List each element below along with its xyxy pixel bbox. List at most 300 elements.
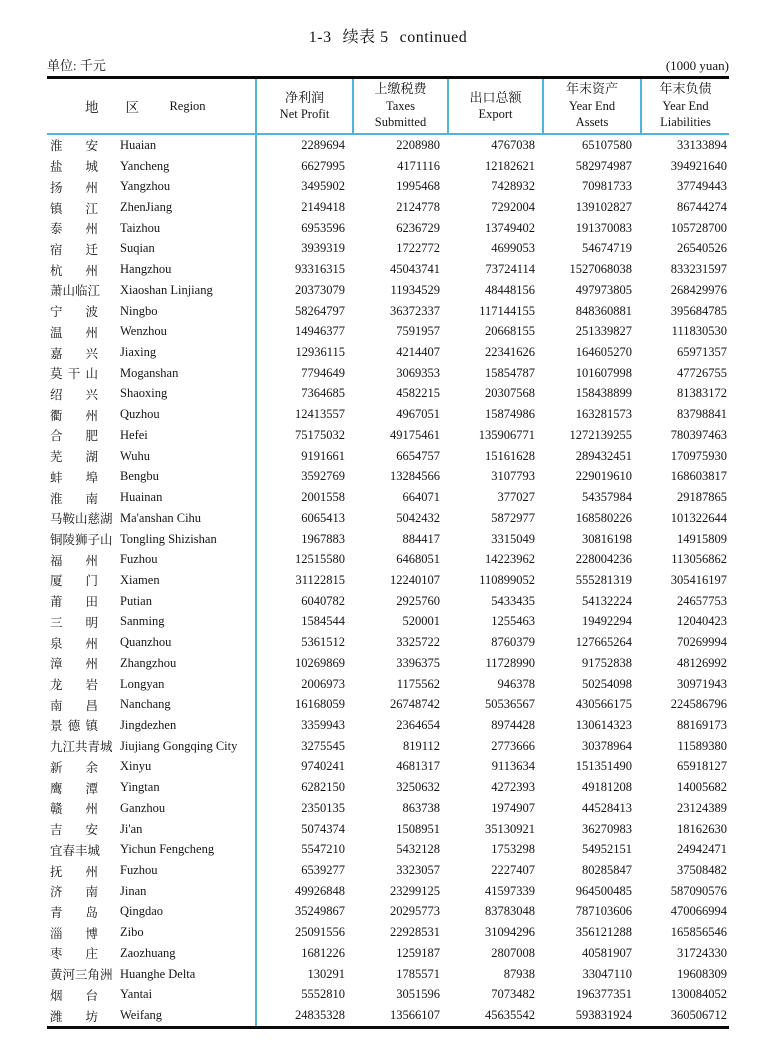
region-cn: 合肥 [50,429,98,444]
region-cn: 淄博 [50,926,98,941]
value-cell: 93316315 [295,262,345,277]
region-cn: 蚌埠 [50,470,98,485]
region-cn: 淮安 [50,139,98,154]
value-cell: 22928531 [390,925,440,940]
region-en: Bengbu [120,469,159,484]
header-region-en: Region [169,98,206,113]
value-cell: 127665264 [575,635,632,650]
region-cn: 绍兴 [50,387,98,402]
value-cell: 5547210 [301,842,345,857]
value-cell: 37508482 [677,863,727,878]
region-cn: 烟台 [50,988,98,1003]
value-cell: 14223962 [485,552,535,567]
unit-row [47,55,729,74]
region-en: Nanchang [120,697,171,712]
value-cell: 3359943 [301,717,345,732]
value-cell: 884417 [402,531,440,546]
value-cell: 4272393 [491,780,535,795]
table-row [47,176,729,197]
value-cell: 20307568 [485,386,535,401]
table-row [47,839,729,860]
value-cell: 587090576 [670,883,727,898]
value-cell: 33047110 [582,966,632,981]
value-cell: 6236729 [396,220,440,235]
region-en: Ganzhou [120,800,166,815]
region-en: Yingtan [120,780,160,795]
value-cell: 787103606 [575,904,632,919]
value-cell: 4214407 [396,345,440,360]
value-cell: 12182621 [485,158,535,173]
region-en: Xiamen [120,572,160,587]
value-cell: 14005682 [677,780,727,795]
value-cell: 113056862 [671,552,727,567]
value-cell: 9191661 [301,448,345,463]
table-row [47,674,729,695]
value-cell: 7428932 [491,179,535,194]
value-cell: 80285847 [582,863,632,878]
region-cn: 盐城 [50,160,98,175]
value-cell: 224586796 [670,697,727,712]
value-cell: 5042432 [396,510,440,525]
value-cell: 582974987 [575,158,632,173]
value-cell: 268429976 [670,282,727,297]
value-cell: 101322644 [670,510,727,525]
value-cell: 2350135 [301,800,345,815]
region-cn: 景德镇 [50,719,98,734]
table-row [47,342,729,363]
region-en: Ningbo [120,303,158,318]
value-cell: 3939319 [301,241,345,256]
value-cell: 3323057 [396,863,440,878]
value-cell: 24835328 [295,1008,345,1023]
value-cell: 13284566 [390,469,440,484]
value-cell: 593831924 [575,1008,632,1023]
region-en: Tongling Shizishan [120,531,217,546]
value-cell: 3107793 [491,469,535,484]
unit-label-cn: 单位: 千元 [47,58,106,73]
region-en: Sanming [120,614,165,629]
value-cell: 5433435 [491,593,535,608]
value-cell: 377027 [497,490,535,505]
value-cell: 73724114 [485,262,535,277]
region-cn: 铜陵狮子山 [50,533,113,548]
value-cell: 139102827 [575,200,632,215]
value-cell: 41597339 [485,883,535,898]
table-title-en: continued [399,29,468,46]
region-en: Huainan [120,490,163,505]
table-row [47,467,729,488]
value-cell: 15874986 [485,407,535,422]
value-cell: 40581907 [582,945,632,960]
value-cell: 6539277 [301,863,345,878]
region-cn: 莫干山 [50,367,98,382]
value-cell: 11934529 [390,282,440,297]
value-cell: 135906771 [478,427,535,442]
region-en: Quzhou [120,407,160,422]
value-cell: 3325722 [396,635,440,650]
value-cell: 83798841 [677,407,727,422]
value-cell: 430566175 [575,697,632,712]
table-row [47,156,729,177]
value-cell: 7073482 [491,987,535,1002]
region-cn: 济南 [50,885,98,900]
region-cn: 赣州 [50,802,98,817]
table-row [47,860,729,881]
value-cell: 251339827 [575,324,632,339]
value-cell: 2006973 [301,676,345,691]
value-cell: 4699053 [491,241,535,256]
region-en: Yichun Fengcheng [120,842,215,857]
value-cell: 2208980 [396,137,440,152]
value-cell: 14915809 [677,531,727,546]
value-cell: 4171116 [397,158,440,173]
value-cell: 36372337 [390,303,440,318]
value-cell: 164605270 [575,345,632,360]
value-cell: 1722772 [396,241,440,256]
value-cell: 191370083 [575,220,632,235]
value-cell: 105728700 [670,220,727,235]
value-cell: 289432451 [575,448,632,463]
value-cell: 11589380 [677,738,727,753]
value-cell: 20373079 [295,282,345,297]
region-cn: 嘉兴 [50,346,98,361]
value-cell: 229019610 [575,469,632,484]
value-cell: 54952151 [582,842,632,857]
region-en: Hangzhou [120,262,172,277]
value-cell: 470066994 [670,904,727,919]
table-row [47,301,729,322]
value-cell: 6065413 [301,510,345,525]
value-cell: 1967883 [301,531,345,546]
table-row [47,570,729,591]
region-cn: 镇江 [50,201,98,216]
value-cell: 3275545 [301,738,345,753]
value-cell: 83783048 [485,904,535,919]
value-cell: 75175032 [295,427,345,442]
value-cell: 36270983 [582,821,632,836]
region-en: Moganshan [120,365,179,380]
region-en: Xinyu [120,759,152,774]
value-cell: 26540526 [677,241,727,256]
value-cell: 158438899 [575,386,632,401]
value-cell: 664071 [402,490,440,505]
value-cell: 2807008 [491,945,535,960]
value-cell: 497973805 [575,282,632,297]
table-row [47,218,729,239]
value-cell: 2001558 [301,490,345,505]
value-cell: 2364654 [396,717,440,732]
value-cell: 819112 [402,738,440,753]
region-en: Wuhu [120,448,151,463]
value-cell: 5872977 [491,510,535,525]
value-cell: 13566107 [390,1008,440,1023]
table-title-cn: 续表 5 [342,29,389,46]
value-cell: 130291 [307,966,345,981]
value-cell: 48126992 [677,655,727,670]
value-cell: 12240107 [390,572,440,587]
region-en: Yancheng [120,158,170,173]
value-cell: 780397463 [670,427,727,442]
value-cell: 2773666 [491,738,535,753]
value-cell: 863738 [402,800,440,815]
value-cell: 24942471 [677,842,727,857]
value-cell: 5432128 [396,842,440,857]
table-row [47,197,729,218]
table-row [47,757,729,778]
table-row [47,715,729,736]
value-cell: 3315049 [491,531,535,546]
value-cell: 45043741 [390,262,440,277]
table-row [47,404,729,425]
value-cell: 360506712 [670,1008,727,1023]
value-cell: 50254098 [582,676,632,691]
value-cell: 5361512 [301,635,345,650]
region-en: Ji'an [120,821,143,836]
value-cell: 1974907 [491,800,535,815]
table-row [47,612,729,633]
region-en: Jingdezhen [120,717,177,732]
value-cell: 3051596 [396,987,440,1002]
value-cell: 25091556 [295,925,345,940]
value-cell: 31122815 [295,572,345,587]
value-cell: 4681317 [396,759,440,774]
header-cell-export: 出口总额 Export [469,89,522,121]
value-cell: 2149418 [301,200,345,215]
page-title [0,24,776,47]
value-cell: 91752838 [582,655,632,670]
region-cn: 萧山临江 [50,284,101,299]
value-cell: 7794649 [301,365,345,380]
region-en: Yangzhou [120,179,171,194]
value-cell: 23124389 [677,800,727,815]
value-cell: 47726755 [677,365,727,380]
value-cell: 70269994 [677,635,727,650]
value-cell: 11728990 [485,655,535,670]
region-en: Weifang [120,1008,163,1023]
table-row [47,425,729,446]
value-cell: 848360881 [575,303,632,318]
value-cell: 1508951 [396,821,440,836]
value-cell: 6654757 [396,448,440,463]
table-row [47,984,729,1005]
table-body [47,135,729,1026]
value-cell: 44528413 [582,800,632,815]
region-en: Hefei [120,427,148,442]
value-cell: 130084052 [670,987,727,1002]
value-cell: 5552810 [301,987,345,1002]
table-row [47,798,729,819]
value-cell: 3069353 [396,365,440,380]
table-bottom-rule [47,1026,729,1029]
value-cell: 54132224 [582,593,632,608]
region-cn: 鹰潭 [50,781,98,796]
value-cell: 117144155 [479,303,535,318]
unit-label-en: (1000 yuan) [665,58,729,73]
value-cell: 12515580 [295,552,345,567]
value-cell: 2124778 [396,200,440,215]
value-cell: 15854787 [485,365,535,380]
value-cell: 13749402 [485,220,535,235]
value-cell: 1527068038 [569,262,632,277]
value-cell: 35249867 [295,904,345,919]
value-cell: 4582215 [396,386,440,401]
region-cn: 淮南 [50,491,98,506]
table-row [47,902,729,923]
value-cell: 30816198 [582,531,632,546]
region-en: Huaian [120,137,157,152]
region-cn: 宁波 [50,305,98,320]
value-cell: 48448156 [485,282,535,297]
value-cell: 833231597 [670,262,727,277]
value-cell: 9740241 [301,759,345,774]
value-cell: 30971943 [677,676,727,691]
value-cell: 54357984 [582,490,632,505]
table-row [47,922,729,943]
value-cell: 50536567 [485,697,535,712]
value-cell: 1681226 [301,945,345,960]
value-cell: 19608309 [677,966,727,981]
region-cn: 抚州 [50,864,98,879]
value-cell: 130614323 [575,717,632,732]
table-header [47,79,729,133]
value-cell: 1995468 [396,179,440,194]
table-row [47,446,729,467]
value-cell: 45635542 [485,1008,535,1023]
value-cell: 35130921 [485,821,535,836]
region-cn: 温州 [50,325,98,340]
table-row [47,321,729,342]
value-cell: 49181208 [582,780,632,795]
table-row [47,259,729,280]
value-cell: 168580226 [575,510,632,525]
value-cell: 7591957 [396,324,440,339]
value-cell: 5074374 [301,821,345,836]
value-cell: 2227407 [491,863,535,878]
region-en: Quanzhou [120,635,172,650]
value-cell: 19492294 [582,614,632,629]
value-cell: 168603817 [670,469,727,484]
region-en: Zibo [120,925,144,940]
table-row [47,653,729,674]
region-cn: 漳州 [50,657,98,672]
value-cell: 305416197 [670,572,727,587]
region-en: ZhenJiang [120,200,173,215]
region-cn: 宿迁 [50,242,98,257]
value-cell: 88169173 [677,717,727,732]
region-en: Taizhou [120,220,161,235]
value-cell: 196377351 [575,987,632,1002]
region-cn: 潍坊 [50,1009,98,1024]
region-cn: 青岛 [50,905,98,920]
value-cell: 58264797 [295,303,345,318]
value-cell: 1753298 [491,842,535,857]
value-cell: 1272139255 [569,427,632,442]
value-cell: 20295773 [390,904,440,919]
value-cell: 54674719 [582,241,632,256]
region-cn: 吉安 [50,823,98,838]
region-cn: 九江共青城 [50,740,113,755]
header-cell-liabilities: 年末负债 Year End Liabilities [659,81,712,130]
table-row [47,736,729,757]
region-en: Xiaoshan Linjiang [120,282,213,297]
value-cell: 37749443 [677,179,727,194]
table-row [47,384,729,405]
table-row [47,508,729,529]
value-cell: 7364685 [301,386,345,401]
value-cell: 3250632 [396,780,440,795]
table-row [47,135,729,156]
value-cell: 49175461 [390,427,440,442]
value-cell: 1175562 [396,676,440,691]
value-cell: 87938 [503,966,535,981]
value-cell: 1255463 [491,614,535,629]
value-cell: 22341626 [485,345,535,360]
region-cn: 泉州 [50,636,98,651]
value-cell: 2925760 [396,593,440,608]
header-cell-net-profit: 净利润 Net Profit [279,89,330,121]
value-cell: 65971357 [677,345,727,360]
region-cn: 龙岩 [50,678,98,693]
header-cell-assets: 年末资产 Year End Assets [565,81,618,130]
value-cell: 6953596 [301,220,345,235]
region-cn: 宜春丰城 [50,843,101,858]
region-en: Huanghe Delta [120,966,196,981]
table-row [47,487,729,508]
value-cell: 4967051 [396,407,440,422]
region-cn: 扬州 [50,180,98,195]
value-cell: 1259187 [396,945,440,960]
value-cell: 946378 [497,676,535,691]
value-cell: 12936115 [295,345,345,360]
region-cn: 马鞍山慈湖 [50,512,113,527]
value-cell: 394921640 [670,158,727,173]
region-cn: 泰州 [50,222,98,237]
value-cell: 65918127 [677,759,727,774]
value-cell: 2289694 [301,137,345,152]
table-row [47,632,729,653]
value-cell: 30378964 [582,738,632,753]
value-cell: 6282150 [301,780,345,795]
region-en: Qingdao [120,904,164,919]
region-en: Putian [120,593,152,608]
value-cell: 12413557 [295,407,345,422]
value-cell: 4767038 [491,137,535,152]
table-row [47,1005,729,1026]
region-en: Shaoxing [120,386,168,401]
value-cell: 110899052 [479,572,535,587]
value-cell: 6627995 [301,158,345,173]
value-cell: 70981733 [582,179,632,194]
value-cell: 228004236 [575,552,632,567]
region-en: Wenzhou [120,324,167,339]
header-region-cn: 地区 [85,100,139,115]
value-cell: 165856546 [670,925,727,940]
region-cn: 三明 [50,615,98,630]
value-cell: 7292004 [491,200,535,215]
table-row [47,239,729,260]
value-cell: 9113634 [491,759,535,774]
value-cell: 1584544 [301,614,345,629]
table-row [47,529,729,550]
value-cell: 81383172 [677,386,727,401]
value-cell: 65107580 [582,137,632,152]
value-cell: 86744274 [677,200,727,215]
region-cn: 黄河三角洲 [50,968,113,983]
value-cell: 8974428 [491,717,535,732]
value-cell: 3495902 [301,179,345,194]
value-cell: 356121288 [575,925,632,940]
value-cell: 31724330 [677,945,727,960]
